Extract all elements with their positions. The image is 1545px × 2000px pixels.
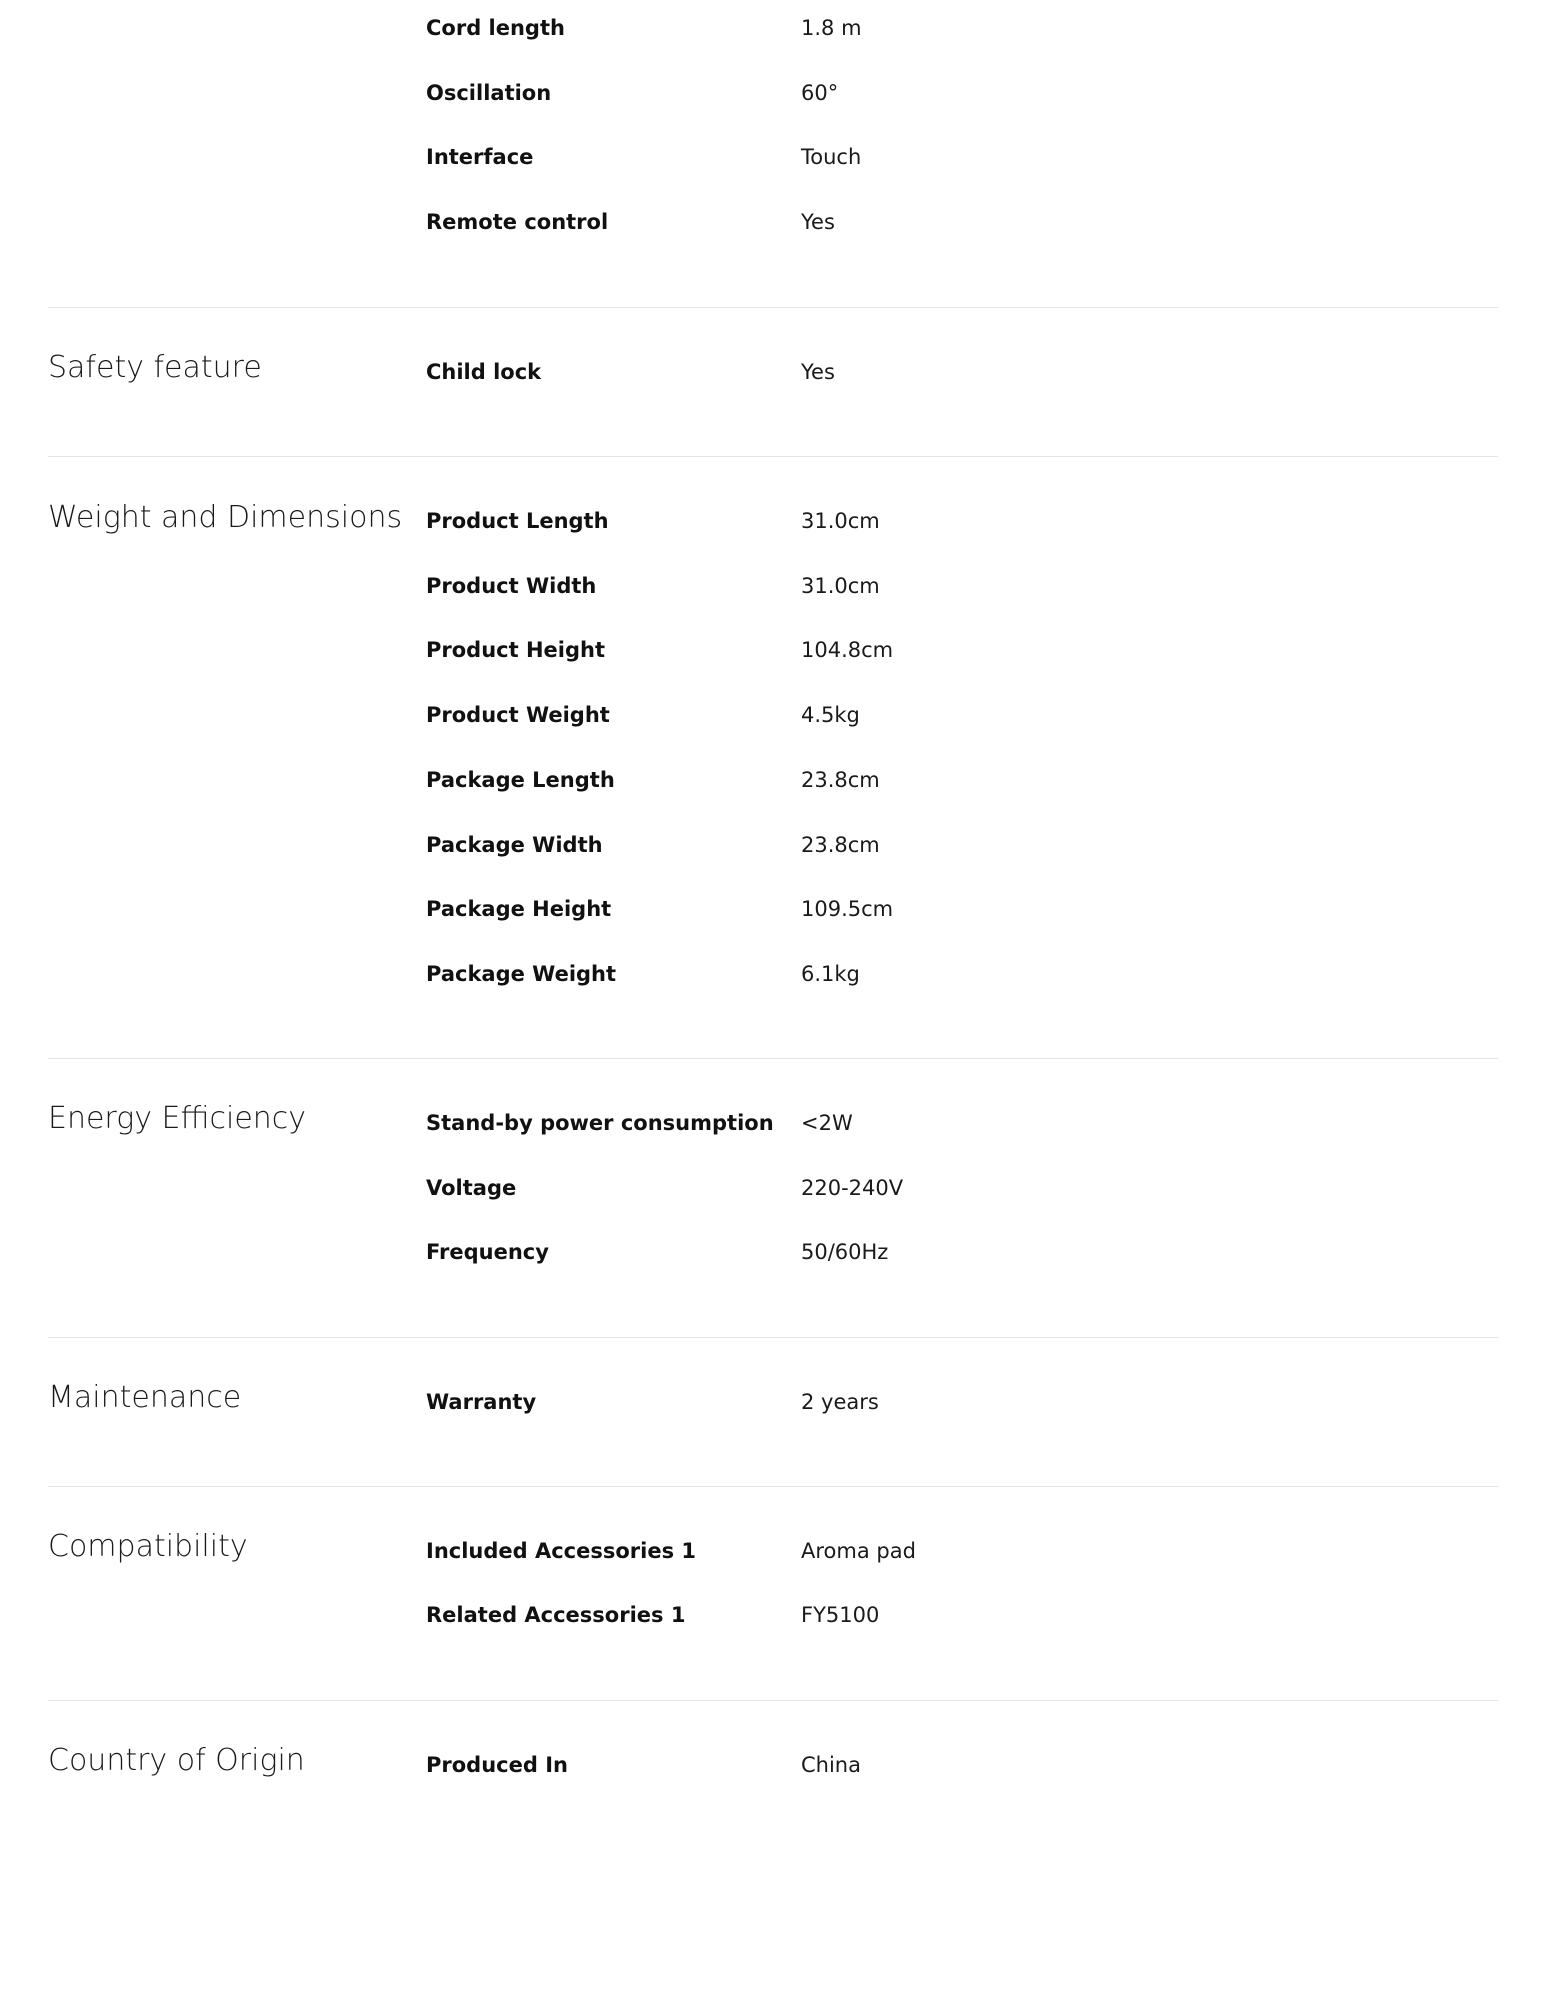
spec-label: Cord length [426, 16, 565, 40]
spec-value: 109.5cm [801, 897, 894, 921]
spec-value: Yes [801, 360, 835, 384]
spec-row [48, 137, 1498, 177]
spec-row [48, 501, 1498, 541]
spec-label: Produced In [426, 1753, 568, 1777]
section-title: Safety feature [48, 350, 262, 385]
section-title: Energy Efficiency [48, 1101, 307, 1136]
spec-value: China [801, 1753, 861, 1777]
spec-label: Product Length [426, 509, 609, 533]
spec-label: Package Height [426, 897, 612, 921]
spec-value: 220-240V [801, 1176, 904, 1200]
spec-row [48, 825, 1498, 865]
spec-value: Aroma pad [801, 1539, 916, 1563]
spec-value: FY5100 [801, 1603, 880, 1627]
spec-label: Warranty [426, 1390, 537, 1414]
spec-row [48, 1168, 1498, 1208]
spec-row [48, 8, 1498, 48]
spec-label: Package Width [426, 833, 603, 857]
spec-row [48, 202, 1498, 242]
spec-row [48, 352, 1498, 392]
spec-row [48, 695, 1498, 735]
section-title: Compatibility [48, 1529, 248, 1564]
spec-label: Remote control [426, 210, 609, 234]
spec-row [48, 1745, 1498, 1785]
spec-label: Frequency [426, 1240, 549, 1264]
section-divider [48, 456, 1498, 457]
spec-label: Child lock [426, 360, 542, 384]
spec-value: 4.5kg [801, 703, 860, 727]
spec-row [48, 73, 1498, 113]
section-divider [48, 1058, 1498, 1059]
spec-row [48, 566, 1498, 606]
section-divider [48, 307, 1498, 308]
spec-label: Voltage [426, 1176, 517, 1200]
spec-value: 23.8cm [801, 768, 880, 792]
section-divider [48, 1486, 1498, 1487]
spec-label: Product Width [426, 574, 597, 598]
spec-value: 60° [801, 81, 839, 105]
spec-value: 6.1kg [801, 962, 860, 986]
spec-row [48, 1595, 1498, 1635]
spec-label: Included Accessories 1 [426, 1539, 697, 1563]
spec-label: Package Length [426, 768, 615, 792]
spec-value: 31.0cm [801, 574, 880, 598]
spec-row [48, 630, 1498, 670]
spec-value: 31.0cm [801, 509, 880, 533]
spec-row [48, 1103, 1498, 1143]
spec-row [48, 1382, 1498, 1422]
spec-value: <2W [801, 1111, 853, 1135]
spec-label: Package Weight [426, 962, 617, 986]
spec-label: Related Accessories 1 [426, 1603, 686, 1627]
spec-row [48, 1531, 1498, 1571]
section-title: Country of Origin [48, 1743, 305, 1778]
section-title: Maintenance [48, 1380, 242, 1415]
spec-label: Interface [426, 145, 534, 169]
spec-row [48, 889, 1498, 929]
spec-label: Product Height [426, 638, 605, 662]
spec-value: Yes [801, 210, 835, 234]
section-divider [48, 1337, 1498, 1338]
spec-row [48, 760, 1498, 800]
spec-value: 50/60Hz [801, 1240, 889, 1264]
spec-value: 1.8 m [801, 16, 862, 40]
spec-row [48, 1232, 1498, 1272]
spec-label: Oscillation [426, 81, 552, 105]
section-title: Weight and Dimensions [48, 500, 403, 535]
spec-value: Touch [801, 145, 862, 169]
spec-value: 23.8cm [801, 833, 880, 857]
spec-label: Product Weight [426, 703, 610, 727]
spec-label: Stand-by power consumption [426, 1111, 774, 1135]
spec-value: 104.8cm [801, 638, 894, 662]
section-divider [48, 1700, 1498, 1701]
spec-value: 2 years [801, 1390, 879, 1414]
spec-row [48, 954, 1498, 994]
